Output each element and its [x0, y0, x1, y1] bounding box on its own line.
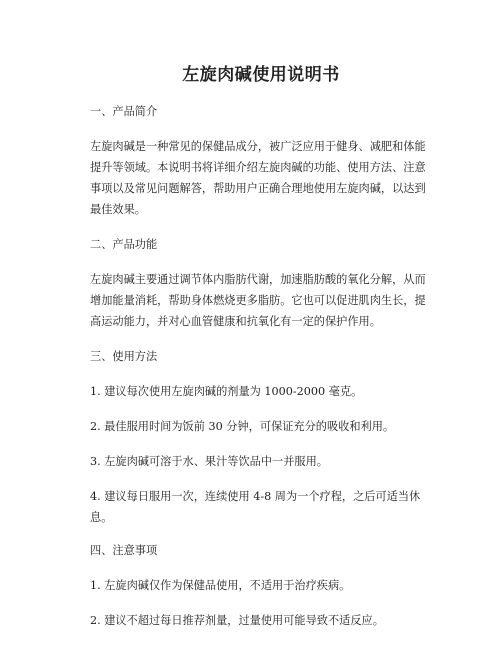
section-paragraph-intro	[90, 136, 426, 220]
document-title: 左旋肉碱使用说明书	[182, 65, 340, 85]
section-heading-usage: 三、使用方法	[90, 350, 158, 363]
usage-item-1: 1. 建议每次使用左旋肉碱的剂量为 1000-2000 毫克。	[90, 385, 363, 398]
caution-item-1: 1. 左旋肉碱仅作为保健品使用，不适用于治疗疾病。	[90, 579, 351, 592]
usage-item-2: 2. 最佳服用时间为饭前 30 分钟，可保证充分的吸收和利用。	[90, 420, 395, 433]
section-heading-cautions: 四、注意事项	[90, 544, 158, 557]
usage-item-4: 4. 建议每日服用一次，连续使用 4-8 周为一个疗程，之后可适当休息。	[90, 490, 421, 524]
section-heading-function: 二、产品功能	[90, 238, 158, 251]
paragraph-text: 左旋肉碱主要通过调节体内脂肪代谢，加速脂肪酸的氧化分解，从而增加能量消耗，帮助身体燃烧更多脂肪。它也可以促进肌肉生长，提高运动能力，并对心血管健康和抗氧化有一定的保护作用。	[90, 273, 426, 328]
usage-item-3: 3. 左旋肉碱可溶于水、果汁等饮品中一并服用。	[90, 455, 328, 468]
paragraph-text: 左旋肉碱是一种常见的保健品成分，被广泛应用于健身、减肥和体能提升等领域。本说明书将详细介绍左旋肉碱的功能、使用方法、注意事项以及常见问题解答，帮助用户正确合理地使用左旋肉碱，以达到最佳效果。	[90, 140, 426, 216]
section-paragraph-function	[90, 269, 426, 332]
caution-item-2: 2. 建议不超过每日推荐剂量，过量使用可能导致不适反应。	[90, 614, 384, 627]
section-heading-intro: 一、产品简介	[90, 105, 158, 118]
